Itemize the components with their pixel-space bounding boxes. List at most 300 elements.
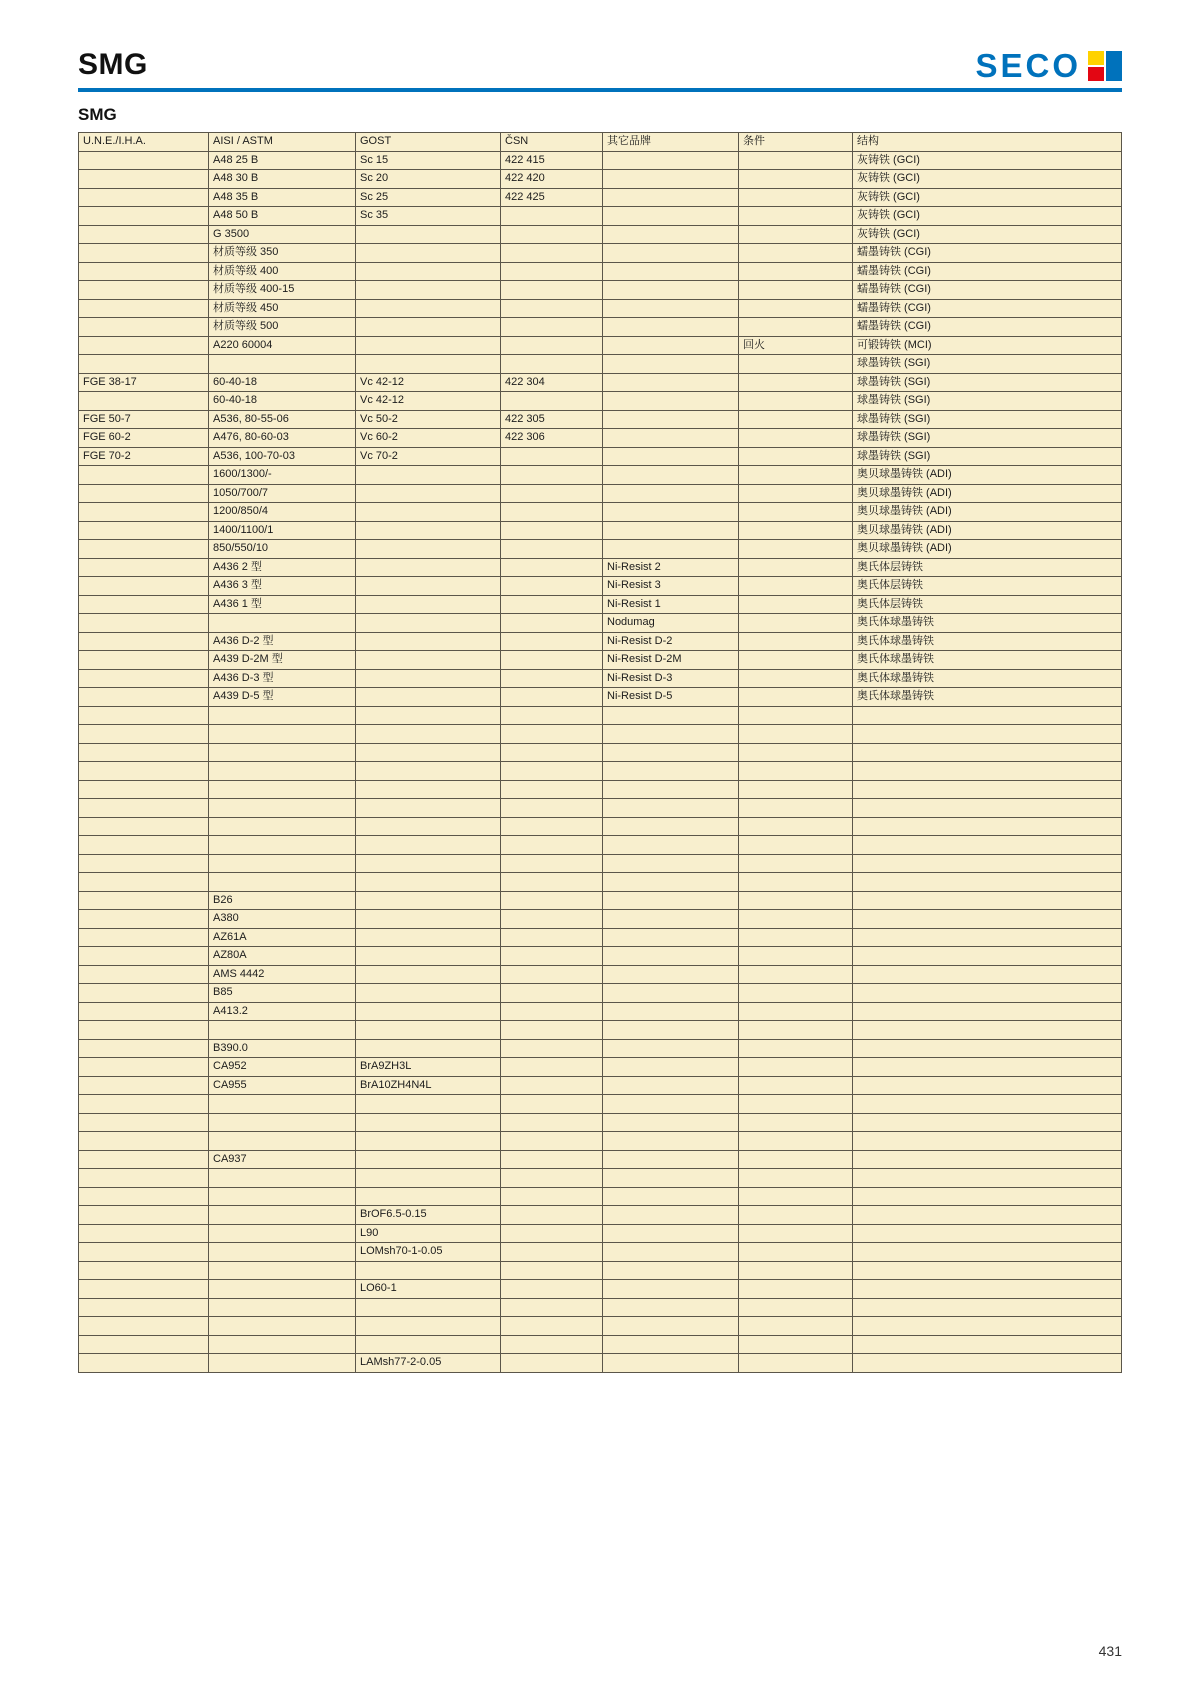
table-row bbox=[79, 965, 1122, 984]
table-cell: A220 60004 bbox=[209, 336, 356, 355]
material-cross-reference-table bbox=[78, 132, 1122, 1373]
table-row bbox=[79, 281, 1122, 300]
table-cell bbox=[603, 1317, 739, 1336]
table-cell: 灰铸铁 (GCI) bbox=[853, 151, 1122, 170]
table-cell: 蠕墨铸铁 (CGI) bbox=[853, 281, 1122, 300]
table-cell bbox=[501, 447, 603, 466]
table-cell bbox=[356, 688, 501, 707]
table-cell bbox=[739, 595, 853, 614]
table-cell: 1400/1100/1 bbox=[209, 521, 356, 540]
table-cell bbox=[209, 614, 356, 633]
table-cell: Ni-Resist D-3 bbox=[603, 669, 739, 688]
table-cell bbox=[79, 1150, 209, 1169]
table-cell bbox=[356, 503, 501, 522]
seco-logo bbox=[975, 49, 1122, 82]
table-cell bbox=[501, 669, 603, 688]
table-cell bbox=[356, 558, 501, 577]
table-row bbox=[79, 1187, 1122, 1206]
table-cell bbox=[356, 762, 501, 781]
table-cell bbox=[501, 891, 603, 910]
table-cell bbox=[853, 799, 1122, 818]
table-cell bbox=[603, 392, 739, 411]
table-cell bbox=[603, 170, 739, 189]
table-cell bbox=[209, 762, 356, 781]
table-cell bbox=[209, 780, 356, 799]
table-row bbox=[79, 1243, 1122, 1262]
table-cell: B85 bbox=[209, 984, 356, 1003]
table-cell bbox=[739, 1243, 853, 1262]
table-cell bbox=[501, 1298, 603, 1317]
table-cell: Ni-Resist D-5 bbox=[603, 688, 739, 707]
table-cell bbox=[603, 910, 739, 929]
table-cell bbox=[501, 1113, 603, 1132]
table-cell bbox=[739, 1317, 853, 1336]
table-cell bbox=[79, 743, 209, 762]
table-cell: AZ80A bbox=[209, 947, 356, 966]
table-cell bbox=[356, 540, 501, 559]
table-cell bbox=[603, 244, 739, 263]
table-cell bbox=[853, 1150, 1122, 1169]
table-cell bbox=[739, 540, 853, 559]
table-cell bbox=[739, 410, 853, 429]
table-cell bbox=[739, 225, 853, 244]
table-cell: 奥贝球墨铸铁 (ADI) bbox=[853, 503, 1122, 522]
table-cell: Ni-Resist 3 bbox=[603, 577, 739, 596]
table-cell bbox=[853, 1261, 1122, 1280]
table-cell bbox=[853, 1317, 1122, 1336]
table-cell bbox=[603, 965, 739, 984]
table-row bbox=[79, 651, 1122, 670]
table-cell bbox=[739, 299, 853, 318]
table-cell bbox=[739, 262, 853, 281]
table-cell bbox=[209, 1132, 356, 1151]
table-cell bbox=[501, 262, 603, 281]
logo-red-square bbox=[1088, 67, 1104, 81]
table-cell bbox=[356, 1261, 501, 1280]
table-cell bbox=[853, 1335, 1122, 1354]
table-cell bbox=[739, 281, 853, 300]
table-cell: L90 bbox=[356, 1224, 501, 1243]
table-cell bbox=[79, 1206, 209, 1225]
table-cell bbox=[79, 836, 209, 855]
table-cell: A476, 80-60-03 bbox=[209, 429, 356, 448]
table-cell bbox=[603, 1095, 739, 1114]
table-cell bbox=[501, 965, 603, 984]
table-cell bbox=[603, 891, 739, 910]
table-row bbox=[79, 244, 1122, 263]
table-row bbox=[79, 1002, 1122, 1021]
table-cell bbox=[79, 540, 209, 559]
table-cell bbox=[79, 151, 209, 170]
table-cell bbox=[501, 817, 603, 836]
table-row bbox=[79, 1298, 1122, 1317]
table-cell bbox=[739, 1132, 853, 1151]
table-row bbox=[79, 540, 1122, 559]
table-cell bbox=[79, 1243, 209, 1262]
table-cell bbox=[603, 484, 739, 503]
table-row bbox=[79, 466, 1122, 485]
table-cell: A436 3 型 bbox=[209, 577, 356, 596]
table-row bbox=[79, 762, 1122, 781]
column-header: ČSN bbox=[501, 133, 603, 152]
table-cell bbox=[79, 484, 209, 503]
table-cell bbox=[739, 207, 853, 226]
table-row bbox=[79, 1095, 1122, 1114]
table-cell bbox=[501, 1206, 603, 1225]
table-cell bbox=[739, 1187, 853, 1206]
table-cell bbox=[209, 1280, 356, 1299]
table-row bbox=[79, 1224, 1122, 1243]
table-cell: LOMsh70-1-0.05 bbox=[356, 1243, 501, 1262]
table-cell bbox=[603, 799, 739, 818]
table-cell bbox=[603, 817, 739, 836]
column-header: U.N.E./I.H.A. bbox=[79, 133, 209, 152]
table-cell bbox=[853, 743, 1122, 762]
table-row bbox=[79, 928, 1122, 947]
table-cell bbox=[853, 817, 1122, 836]
table-cell bbox=[603, 207, 739, 226]
table-cell bbox=[79, 669, 209, 688]
table-cell bbox=[79, 1298, 209, 1317]
table-cell bbox=[79, 928, 209, 947]
table-cell bbox=[853, 854, 1122, 873]
table-row bbox=[79, 1076, 1122, 1095]
table-cell bbox=[356, 965, 501, 984]
table-cell bbox=[739, 706, 853, 725]
table-cell bbox=[603, 336, 739, 355]
table-cell: CA955 bbox=[209, 1076, 356, 1095]
table-cell bbox=[209, 1261, 356, 1280]
table-cell: AZ61A bbox=[209, 928, 356, 947]
table-cell: 灰铸铁 (GCI) bbox=[853, 225, 1122, 244]
logo-blue-square bbox=[1106, 51, 1122, 81]
table-cell bbox=[739, 1298, 853, 1317]
table-cell bbox=[853, 1298, 1122, 1317]
table-row bbox=[79, 799, 1122, 818]
table-cell: Vc 42-12 bbox=[356, 392, 501, 411]
table-cell bbox=[356, 614, 501, 633]
table-cell: 422 304 bbox=[501, 373, 603, 392]
table-cell bbox=[356, 595, 501, 614]
table-cell bbox=[356, 225, 501, 244]
table-row bbox=[79, 503, 1122, 522]
table-cell bbox=[356, 1113, 501, 1132]
table-cell bbox=[739, 373, 853, 392]
table-cell bbox=[501, 1224, 603, 1243]
table-row bbox=[79, 706, 1122, 725]
table-row bbox=[79, 1206, 1122, 1225]
table-cell bbox=[501, 577, 603, 596]
table-cell bbox=[853, 1076, 1122, 1095]
table-cell bbox=[501, 780, 603, 799]
table-cell bbox=[356, 1150, 501, 1169]
table-cell: 材质等级 450 bbox=[209, 299, 356, 318]
table-row bbox=[79, 780, 1122, 799]
table-cell bbox=[603, 873, 739, 892]
table-cell bbox=[209, 725, 356, 744]
table-cell bbox=[501, 873, 603, 892]
table-cell: 奥贝球墨铸铁 (ADI) bbox=[853, 540, 1122, 559]
table-cell bbox=[603, 1113, 739, 1132]
table-cell bbox=[79, 1021, 209, 1040]
table-cell bbox=[79, 1113, 209, 1132]
table-cell bbox=[603, 503, 739, 522]
table-cell: A48 30 B bbox=[209, 170, 356, 189]
table-cell bbox=[739, 244, 853, 263]
table-cell bbox=[356, 262, 501, 281]
table-cell bbox=[501, 318, 603, 337]
table-cell bbox=[739, 928, 853, 947]
table-cell: BrA10ZH4N4L bbox=[356, 1076, 501, 1095]
table-cell bbox=[853, 706, 1122, 725]
table-cell bbox=[209, 706, 356, 725]
table-cell bbox=[739, 1058, 853, 1077]
table-cell bbox=[603, 1039, 739, 1058]
table-cell bbox=[356, 281, 501, 300]
table-cell bbox=[356, 244, 501, 263]
table-cell bbox=[603, 1206, 739, 1225]
table-cell bbox=[853, 947, 1122, 966]
table-cell bbox=[356, 651, 501, 670]
table-cell: 蠕墨铸铁 (CGI) bbox=[853, 299, 1122, 318]
table-cell bbox=[739, 577, 853, 596]
table-row bbox=[79, 1335, 1122, 1354]
table-row bbox=[79, 947, 1122, 966]
table-cell bbox=[739, 762, 853, 781]
table-row bbox=[79, 891, 1122, 910]
table-cell: FGE 70-2 bbox=[79, 447, 209, 466]
table-row bbox=[79, 373, 1122, 392]
table-cell bbox=[501, 595, 603, 614]
table-cell: A436 D-2 型 bbox=[209, 632, 356, 651]
table-cell bbox=[356, 1317, 501, 1336]
table-cell bbox=[739, 318, 853, 337]
table-cell: A48 35 B bbox=[209, 188, 356, 207]
table-row bbox=[79, 595, 1122, 614]
table-cell bbox=[853, 762, 1122, 781]
table-row bbox=[79, 688, 1122, 707]
table-cell: Sc 15 bbox=[356, 151, 501, 170]
table-cell bbox=[739, 1076, 853, 1095]
table-cell bbox=[356, 466, 501, 485]
table-cell bbox=[501, 1335, 603, 1354]
table-cell bbox=[356, 1169, 501, 1188]
table-cell: B390.0 bbox=[209, 1039, 356, 1058]
table-cell bbox=[79, 984, 209, 1003]
table-cell: A536, 80-55-06 bbox=[209, 410, 356, 429]
table-cell bbox=[501, 1317, 603, 1336]
table-cell bbox=[501, 743, 603, 762]
table-cell: A436 1 型 bbox=[209, 595, 356, 614]
table-row bbox=[79, 392, 1122, 411]
table-cell bbox=[501, 336, 603, 355]
table-cell bbox=[603, 318, 739, 337]
table-cell bbox=[356, 632, 501, 651]
table-cell: 球墨铸铁 (SGI) bbox=[853, 429, 1122, 448]
table-cell bbox=[209, 355, 356, 374]
table-cell: 球墨铸铁 (SGI) bbox=[853, 392, 1122, 411]
table-cell bbox=[79, 1169, 209, 1188]
table-cell bbox=[209, 1224, 356, 1243]
table-row bbox=[79, 410, 1122, 429]
table-row bbox=[79, 225, 1122, 244]
table-cell: A436 2 型 bbox=[209, 558, 356, 577]
table-cell bbox=[739, 799, 853, 818]
table-cell bbox=[501, 910, 603, 929]
table-row bbox=[79, 1058, 1122, 1077]
table-cell bbox=[739, 1335, 853, 1354]
table-cell: LO60-1 bbox=[356, 1280, 501, 1299]
table-cell: 422 425 bbox=[501, 188, 603, 207]
table-cell bbox=[603, 466, 739, 485]
table-cell bbox=[79, 817, 209, 836]
table-row bbox=[79, 262, 1122, 281]
table-cell: B26 bbox=[209, 891, 356, 910]
table-cell: 奥氏体球墨铸铁 bbox=[853, 669, 1122, 688]
table-cell: 材质等级 400-15 bbox=[209, 281, 356, 300]
table-cell bbox=[501, 928, 603, 947]
table-cell bbox=[603, 262, 739, 281]
table-cell bbox=[853, 836, 1122, 855]
table-cell: 回火 bbox=[739, 336, 853, 355]
table-cell bbox=[209, 836, 356, 855]
table-cell bbox=[79, 632, 209, 651]
table-cell bbox=[603, 1002, 739, 1021]
table-row bbox=[79, 669, 1122, 688]
table-cell bbox=[79, 577, 209, 596]
table-cell: 奥贝球墨铸铁 (ADI) bbox=[853, 521, 1122, 540]
table-cell: A439 D-5 型 bbox=[209, 688, 356, 707]
table-cell bbox=[79, 299, 209, 318]
table-cell bbox=[853, 1243, 1122, 1262]
table-cell bbox=[501, 503, 603, 522]
table-cell bbox=[853, 1058, 1122, 1077]
table-cell bbox=[603, 540, 739, 559]
table-cell: Nodumag bbox=[603, 614, 739, 633]
table-cell bbox=[739, 725, 853, 744]
table-cell bbox=[501, 1095, 603, 1114]
table-cell: 1600/1300/- bbox=[209, 466, 356, 485]
column-header: 结构 bbox=[853, 133, 1122, 152]
table-cell bbox=[501, 1280, 603, 1299]
table-cell bbox=[853, 1224, 1122, 1243]
table-cell bbox=[739, 466, 853, 485]
table-row bbox=[79, 1150, 1122, 1169]
page-number: 431 bbox=[1098, 1643, 1122, 1659]
table-cell bbox=[739, 1150, 853, 1169]
table-cell bbox=[356, 1039, 501, 1058]
table-cell: 奥贝球墨铸铁 (ADI) bbox=[853, 484, 1122, 503]
table-cell bbox=[603, 355, 739, 374]
table-cell bbox=[603, 299, 739, 318]
table-cell: 奥贝球墨铸铁 (ADI) bbox=[853, 466, 1122, 485]
table-cell: A436 D-3 型 bbox=[209, 669, 356, 688]
table-cell bbox=[853, 1206, 1122, 1225]
table-cell bbox=[739, 447, 853, 466]
table-cell bbox=[603, 1169, 739, 1188]
table-cell bbox=[356, 1021, 501, 1040]
table-cell bbox=[739, 873, 853, 892]
table-cell bbox=[79, 854, 209, 873]
table-row bbox=[79, 447, 1122, 466]
table-cell bbox=[603, 521, 739, 540]
table-cell bbox=[739, 558, 853, 577]
table-cell bbox=[853, 1113, 1122, 1132]
table-row bbox=[79, 484, 1122, 503]
table-cell: Ni-Resist 2 bbox=[603, 558, 739, 577]
table-cell bbox=[356, 836, 501, 855]
table-cell bbox=[79, 595, 209, 614]
table-cell bbox=[209, 854, 356, 873]
table-cell: Sc 20 bbox=[356, 170, 501, 189]
table-cell bbox=[209, 1354, 356, 1373]
table-cell bbox=[209, 817, 356, 836]
table-cell bbox=[603, 1224, 739, 1243]
table-cell bbox=[501, 1169, 603, 1188]
table-cell bbox=[356, 928, 501, 947]
table-cell bbox=[209, 799, 356, 818]
table-cell bbox=[79, 521, 209, 540]
table-cell bbox=[79, 1335, 209, 1354]
table-cell bbox=[79, 244, 209, 263]
table-cell bbox=[79, 688, 209, 707]
table-row bbox=[79, 558, 1122, 577]
table-cell bbox=[356, 1095, 501, 1114]
table-cell bbox=[603, 1150, 739, 1169]
table-cell bbox=[79, 1261, 209, 1280]
table-row bbox=[79, 1021, 1122, 1040]
table-cell bbox=[603, 706, 739, 725]
table-cell: 球墨铸铁 (SGI) bbox=[853, 447, 1122, 466]
table-row bbox=[79, 1280, 1122, 1299]
table-cell bbox=[739, 965, 853, 984]
table-cell bbox=[79, 965, 209, 984]
table-cell bbox=[853, 910, 1122, 929]
table-cell bbox=[501, 762, 603, 781]
logo-yellow-square bbox=[1088, 51, 1104, 65]
table-row bbox=[79, 1169, 1122, 1188]
table-cell bbox=[79, 780, 209, 799]
table-cell bbox=[603, 1187, 739, 1206]
table-cell bbox=[209, 1169, 356, 1188]
table-cell: 奥氏体球墨铸铁 bbox=[853, 614, 1122, 633]
table-cell bbox=[603, 743, 739, 762]
table-cell bbox=[739, 836, 853, 855]
table-cell bbox=[739, 854, 853, 873]
table-cell bbox=[739, 188, 853, 207]
table-cell bbox=[356, 669, 501, 688]
table-cell bbox=[79, 1058, 209, 1077]
table-cell bbox=[603, 762, 739, 781]
table-row bbox=[79, 170, 1122, 189]
table-cell bbox=[853, 1002, 1122, 1021]
table-cell: 蠕墨铸铁 (CGI) bbox=[853, 262, 1122, 281]
table-cell bbox=[501, 947, 603, 966]
seco-logo-mark-icon bbox=[1088, 51, 1122, 81]
table-cell bbox=[209, 1317, 356, 1336]
table-cell bbox=[739, 1039, 853, 1058]
table-cell: 可锻铸铁 (MCI) bbox=[853, 336, 1122, 355]
table-cell: 奥氏体层铸铁 bbox=[853, 595, 1122, 614]
table-row bbox=[79, 577, 1122, 596]
table-cell bbox=[356, 1002, 501, 1021]
table-cell bbox=[853, 1169, 1122, 1188]
table-cell bbox=[603, 1298, 739, 1317]
table-cell bbox=[603, 947, 739, 966]
table-cell bbox=[603, 854, 739, 873]
table-cell bbox=[739, 891, 853, 910]
table-cell bbox=[603, 447, 739, 466]
